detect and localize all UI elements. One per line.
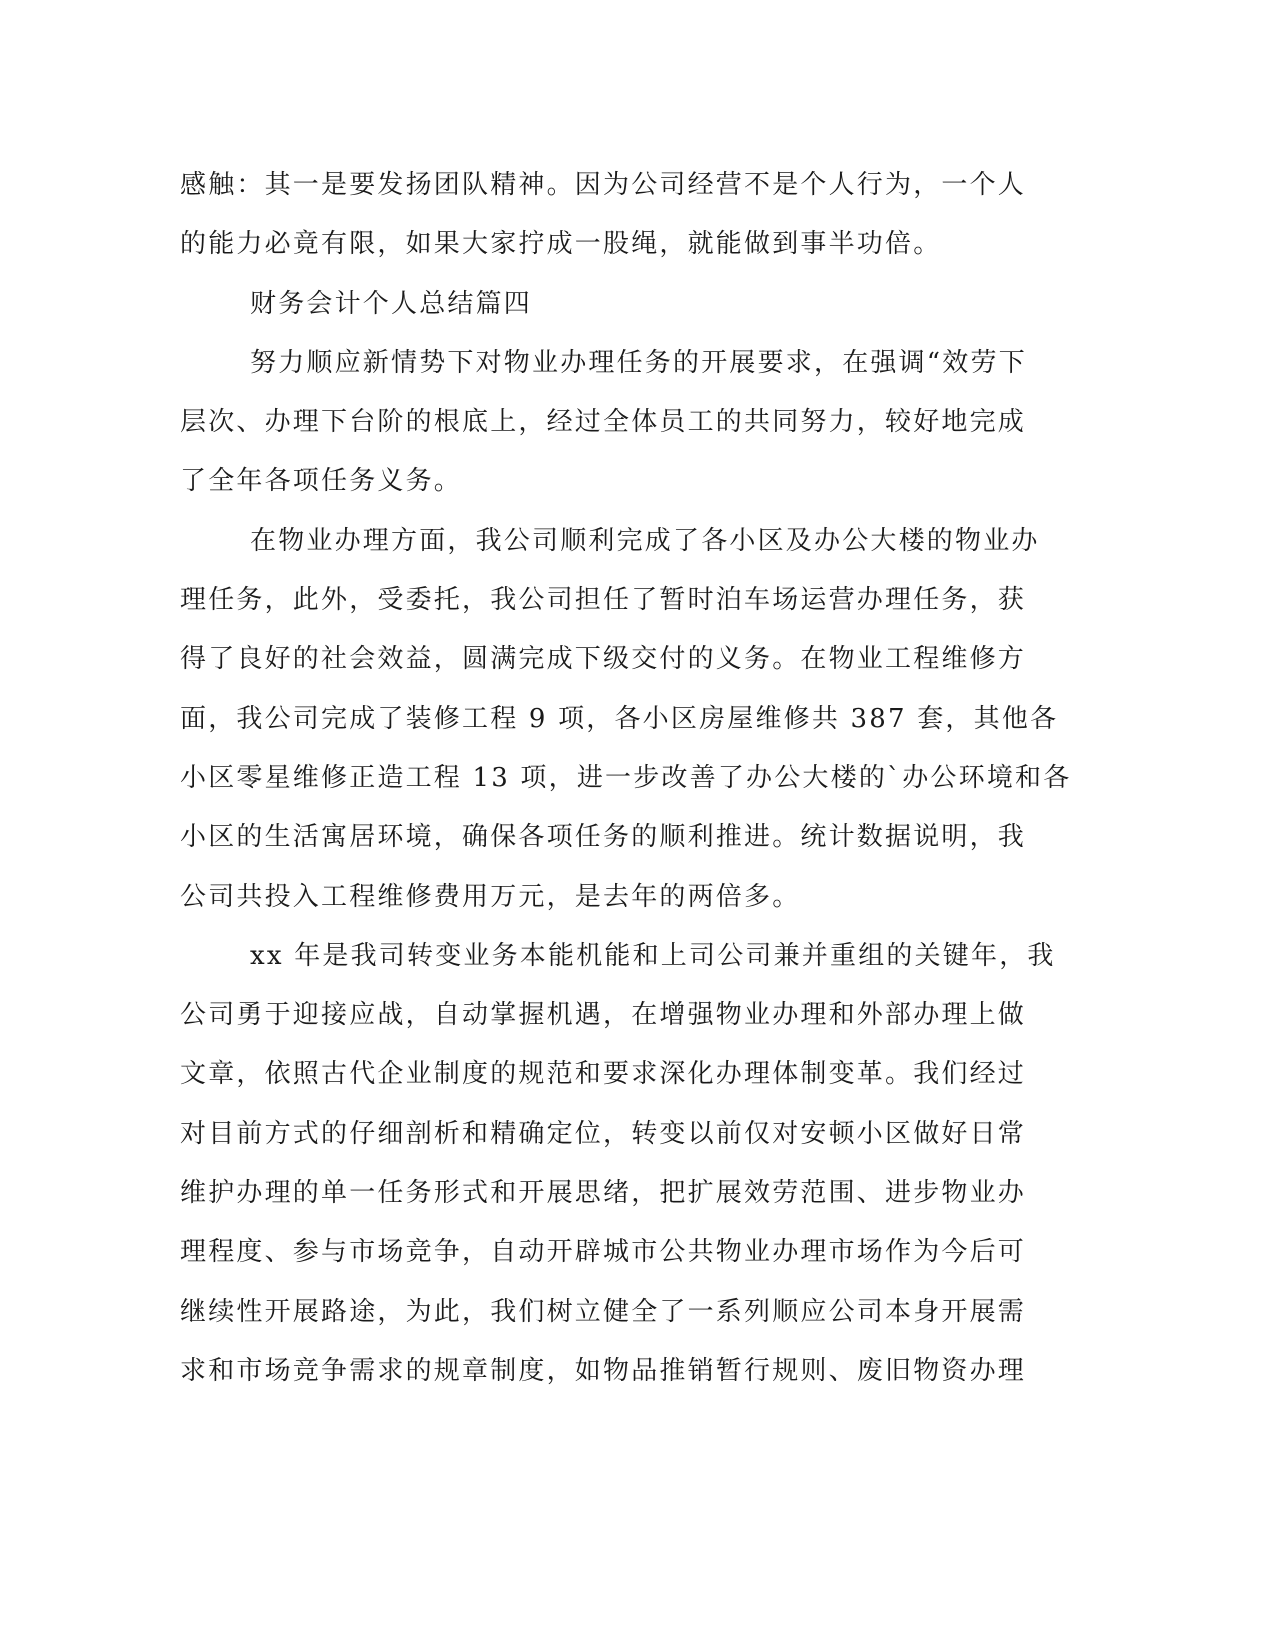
text-line: 对目前方式的仔细剖析和精确定位，转变以前仅对安顿小区做好日常 (180, 1118, 1027, 1149)
text-line: 感触：其一是要发扬团队精神。因为公司经营不是个人行为，一个人 (180, 170, 1027, 200)
text-line: 小区的生活寓居环境，确保各项任务的顺利推进。统计数据说明，我 (180, 822, 1027, 853)
text-line: 维护办理的单一任务形式和开展思绪，把扩展效劳范围、进步物业办 (180, 1178, 1027, 1209)
text-line: 了全年各项任务义务。 (180, 466, 463, 497)
text-line: 公司共投入工程维修费用万元，是去年的两倍多。 (180, 881, 801, 912)
paragraph-start: xx 年是我司转变业务本能机能和上司公司兼并重组的关键年，我 (250, 940, 1056, 971)
text-line: 面，我公司完成了装修工程 9 项，各小区房屋维修共 387 套，其他各 (180, 703, 1059, 734)
text-line: 文章，依照古代企业制度的规范和要求深化办理体制变革。我们经过 (180, 1059, 1027, 1090)
text-line: 层次、办理下台阶的根底上，经过全体员工的共同努力，较好地完成 (180, 407, 1027, 438)
section-heading: 财务会计个人总结篇四 (250, 288, 533, 319)
text-line: 理任务，此外，受委托，我公司担任了暂时泊车场运营办理任务，获 (180, 585, 1027, 616)
text-line: 继续性开展路途，为此，我们树立健全了一系列顺应公司本身开展需 (180, 1296, 1027, 1327)
text-line: 求和市场竞争需求的规章制度，如物品推销暂行规则、废旧物资办理 (180, 1355, 1027, 1386)
paragraph-start: 努力顺应新情势下对物业办理任务的开展要求，在强调“效劳下 (250, 347, 1027, 378)
paragraph-start: 在物业办理方面，我公司顺利完成了各小区及办公大楼的物业办 (250, 525, 1040, 556)
text-line: 小区零星维修正造工程 13 项，进一步改善了办公大楼的`办公环境和各 (180, 762, 1072, 793)
text-line: 理程度、参与市场竞争，自动开辟城市公共物业办理市场作为今后可 (180, 1237, 1027, 1268)
text-line: 得了良好的社会效益，圆满完成下级交付的义务。在物业工程维修方 (180, 644, 1027, 675)
document-body (180, 156, 1072, 1401)
text-line: 公司勇于迎接应战，自动掌握机遇，在增强物业办理和外部办理上做 (180, 1000, 1027, 1031)
text-line: 的能力必竟有限，如果大家拧成一股绳，就能做到事半功倍。 (180, 229, 942, 260)
